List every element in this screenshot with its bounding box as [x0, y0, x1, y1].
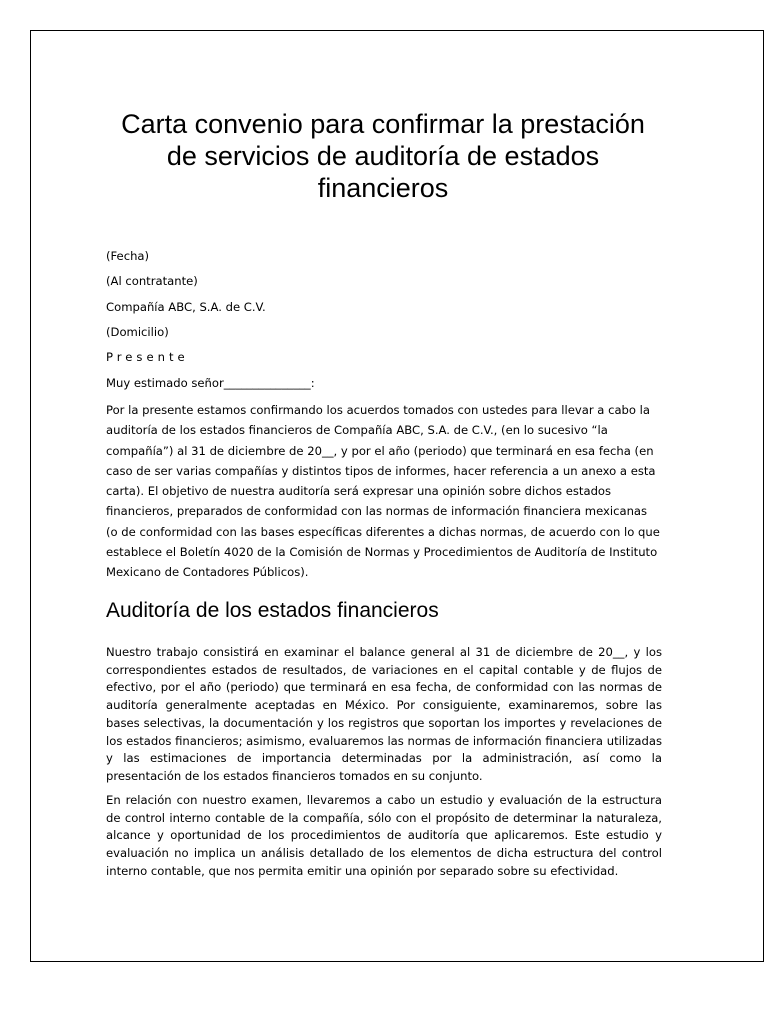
salutation-line: Muy estimado señor_______________:	[106, 376, 315, 390]
section-paragraph-1: Nuestro trabajo consistirá en examinar el balance general al 31 de diciembre de 20__, y los correspondientes estados de resultados, de variaciones en el capital contable y de flujos de efectivo, por el año (periodo) que terminará en esa fecha, de conformidad con las normas de auditoría generalmente aceptadas en México. Por consiguiente, examinaremos, sobre las bases selectivas, la documentación y los registros que soportan los importes y revelaciones de los estados financieros; asimismo, evaluaremos las normas de información financiera utilizadas y las estimaciones de importancia determinadas por la administración, así como la presentación de los estados financieros tomados en su conjunto.	[106, 645, 662, 783]
section-heading: Auditoría de los estados financieros	[106, 599, 439, 622]
section-paragraph-2: En relación con nuestro examen, llevaremos a cabo un estudio y evaluación de la estructura de control interno contable de la compañía, sólo con el propósito de determinar la naturaleza, alcance y oportunidad de los procedimientos de auditoría que aplicaremos. Este estudio y evaluación no implica un análisis detallado de los elementos de dicha estructura del control interno contable, que nos permita emitir una opinión por separado sobre su efectividad.	[106, 793, 662, 878]
company-line: Compañía ABC, S.A. de C.V.	[106, 300, 266, 314]
date-line: (Fecha)	[106, 249, 150, 263]
intro-paragraph: Por la presente estamos confirmando los acuerdos tomados con ustedes para llevar a cabo la auditoría de los estados financieros de Compañía ABC, S.A. de C.V., (en lo sucesivo “la compañía”) al 31 de diciembre de 20__, y por el año (periodo) que terminará en esa fecha (en caso de ser varias compañías y distintos tipos de informes, hacer referencia a un anexo a esta carta). El objetivo de nuestra auditoría será expresar una opinión sobre dichos estados financieros, preparados de conformidad con las normas de información financiera mexicanas (o de conformidad con las bases específicas diferentes a dichas normas, de acuerdo con lo que establece el Boletín 4020 de la Comisión de Normas y Procedimientos de Auditoría de Instituto Mexicano de Contadores Públicos).	[106, 403, 660, 580]
recipient-line: (Al contratante)	[106, 274, 198, 288]
document-title: Carta convenio para confirmar la prestación de servicios de auditoría de estados financieros	[121, 109, 645, 203]
presente-line: Presente	[106, 350, 189, 364]
address-line: (Domicilio)	[106, 325, 169, 339]
